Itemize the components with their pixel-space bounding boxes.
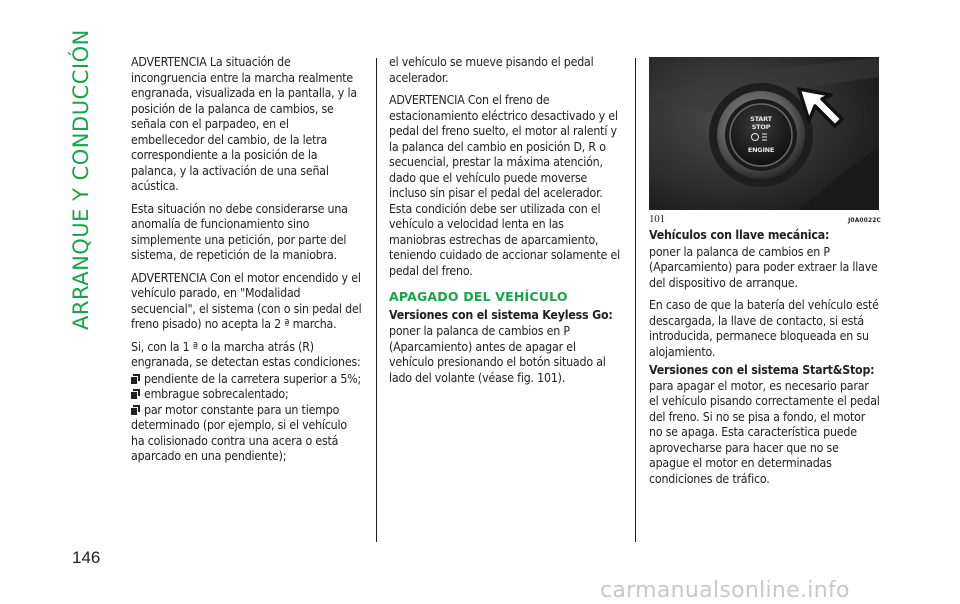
figure-caption [649,212,881,226]
warning-paragraph: ADVERTENCIA Con el motor encendido y el vehículo parado, en "Modalidad secuencial", el sistema (con o sin pedal del freno pisado) no acepta la 2 ª marcha. [131,270,362,331]
warning-paragraph: ADVERTENCIA La situación de incongruencia entre la marcha realmente engranada, visualizada en la pantalla, y la posición de la palanca de cambios, se señala con el parpadeo, en el embellecedor del cambio, de la letra correspondiente a la posición de la palanca, y la activación de una señal acústica. [131,55,357,193]
button-label-start: START [750,115,772,123]
list-item [131,387,363,403]
button-label-stop: STOP [751,123,771,131]
figure-start-stop-button [649,57,879,210]
paragraph: poner la palanca de cambios en P (Aparcamiento) antes de apagar el vehículo presionando el botón situado al lado del volante (véase fig. 101). [389,324,606,385]
warning-paragraph: ADVERTENCIA Con el freno de estacionamiento eléctrico desactivado y el pedal del freno suelto, el motor al ralentí y la palanca del cambio en posición D, R o secuencial, prestar la máxima atención, dado que el vehículo puede moverse incluso sin pisar el pedal del acelerador. Esta condición debe ser utilizada con el vehículo a velocidad lenta en las maniobras estrechas de aparcamiento, teniendo cuidado de accionar solamente el pedal del freno. [389,93,620,278]
paragraph [649,363,881,487]
figure-number: 101 [649,213,665,225]
figure-code: J0A0022C [848,216,881,224]
column-divider [635,58,636,542]
inline-subheading: Versiones con el sistema Start&Stop: [649,363,875,377]
list-item-text: par motor constante para un tiempo determinado (por ejemplo, si el vehículo ha colisionado contra una acera o está aparcado en una pendiente); [131,402,347,463]
paragraph: poner la palanca de cambios en P (Aparcamiento) para poder extraer la llave del dispositivo de arranque. [649,244,878,290]
square-bullet-icon [131,405,140,415]
watermark: carmanualsonline.info [600,578,850,603]
subheading: Versiones con el sistema Keyless Go: [389,307,613,322]
section-heading: APAGADO DEL VEHÍCULO [389,289,568,304]
start-stop-button-image [649,57,879,210]
square-bullet-icon [131,389,140,399]
button-label-engine: ENGINE [747,146,775,154]
list-item-text: pendiente de la carretera superior a 5%; [144,371,362,386]
square-bullet-icon [131,374,140,384]
list-item-text: embrague sobrecalentado; [144,387,289,401]
column-divider [376,58,377,542]
paragraph-text: para apagar el motor, es necesario parar el vehículo pisando correctamente el pedal del freno. Si no se pisa a fondo, el motor no se apaga. Esta característica puede aprovecharse para hacer que no se apague el motor en determinadas condiciones de tráfico. [649,378,880,486]
paragraph: Si, con la 1 ª o la marcha atrás (R) engranada, se detectan estas condiciones: [131,339,361,369]
text-column-3 [649,57,881,494]
paragraph: el vehículo se mueve pisando el pedal acelerador. [389,55,594,85]
paragraph: En caso de que la batería del vehículo esté descargada, la llave de contacto, si está introducida, permanece bloqueada en su alojamiento. [649,298,879,359]
subheading: Vehículos con llave mecánica: [649,228,830,242]
page-number: 146 [72,548,101,567]
text-column-2 [389,55,621,393]
paragraph: Esta situación no debe considerarse una anomalía de funcionamiento sino simplemente una petición, por parte del sistema, de repetición de la maniobra. [131,201,348,262]
section-vertical-title: ARRANQUE Y CONDUCCIÓN [69,29,93,330]
list-item [131,372,363,388]
text-column-1 [131,55,363,465]
list-item [131,403,363,465]
